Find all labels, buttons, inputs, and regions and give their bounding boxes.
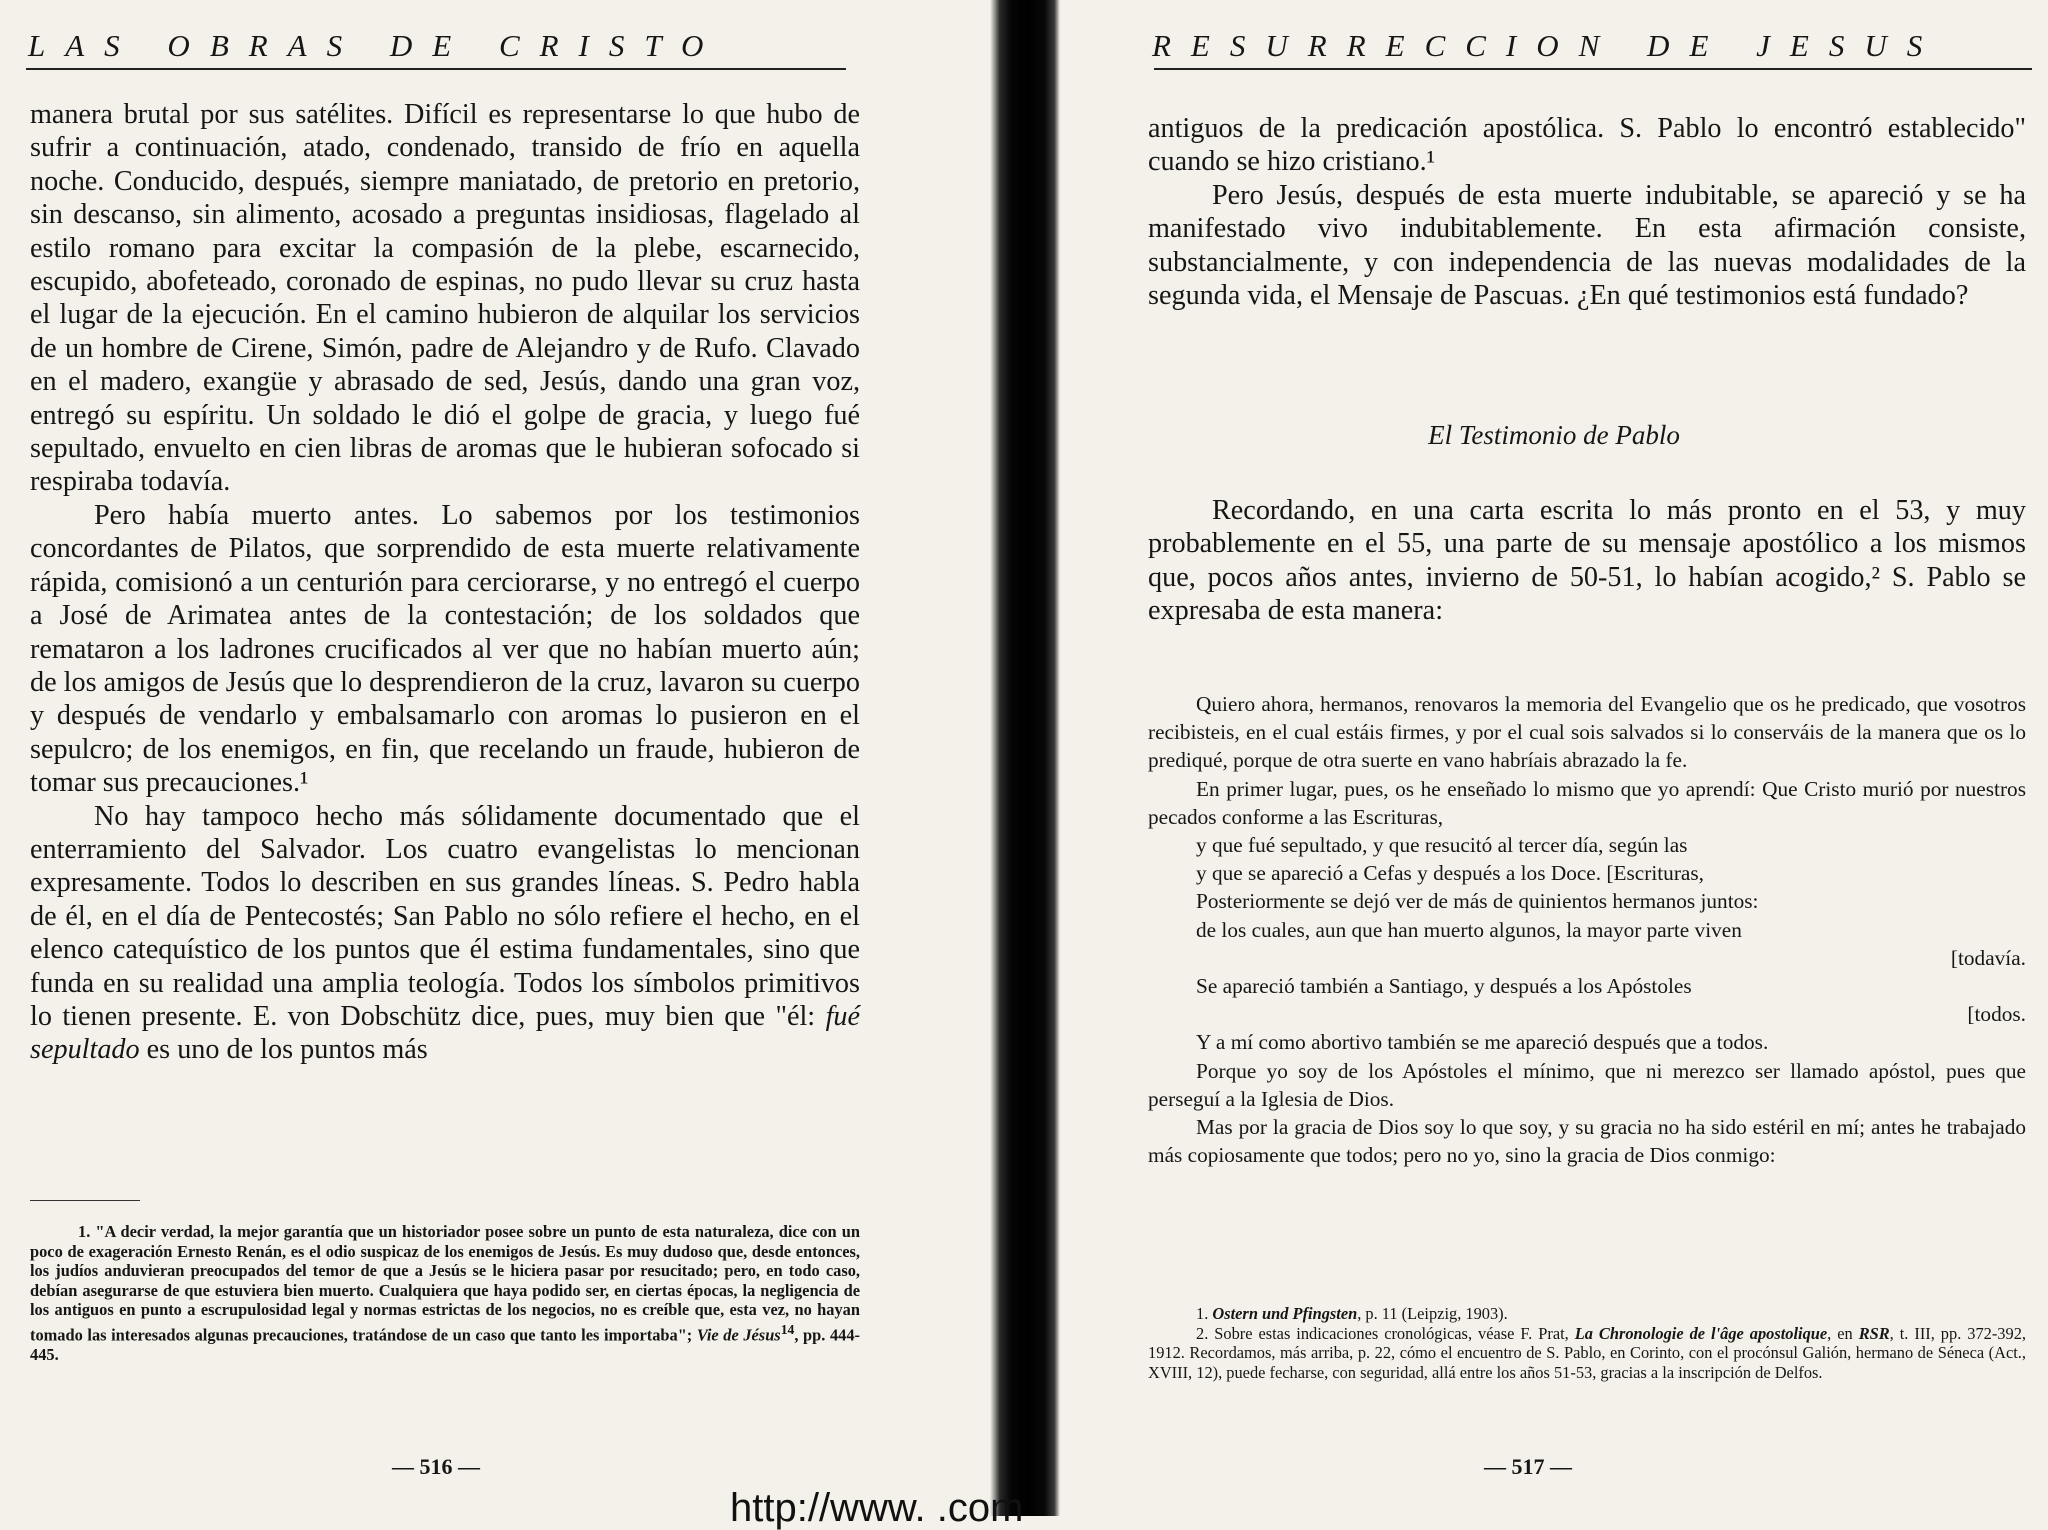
quote-line: Y a mí como abortivo también se me apareció después que a todos. [1196,1030,1769,1055]
left-page [0,0,990,1516]
right-top-text [1148,112,2026,312]
left-paragraph-3-tail: es uno de los puntos más [139,1034,428,1066]
right-paragraph-3: Recordando, en una carta escrita lo más pronto en el 53, y muy probablemente en el 55, una parte de su mensaje apostólico a los mismos que, pocos años antes, invierno de 50-51, lo habían acogido,² S. Pablo se expresaba de esta manera: [1148,495,2026,627]
right-footnote-2-a: 2. Sobre estas indicaciones cronológicas, véase F. Prat, [1196,1323,1575,1343]
left-footnotes [30,1222,860,1365]
quote-line: de los cuales, aun que han muerto algunos, la mayor parte viven [1196,917,1742,942]
quote-line: En primer lugar, pues, os he enseñado lo mismo que yo aprendí: Que Cristo murió por nuestros pecados conforme a las Escrituras, [1148,776,2026,829]
right-footnote-2-work: La Chronologie de l'âge apostolique [1574,1323,1828,1343]
right-page-number: — 517 — [1484,1454,1572,1479]
watermark-url: http://www. .com [730,1486,1024,1530]
right-footnote-1-rest: , p. 11 (Leipzig, 1903). [1357,1304,1508,1323]
left-paragraph-2: Pero había muerto antes. Lo sabemos por los testimonios concordantes de Pilatos, que sorprendido de esta muerte relativamente rápida, comisionó a un centurión para cerciorarse, y no entregó el cuerpo a José de Arimatea antes de la contestación; de los soldados que remataron a los ladrones crucificados al ver que no habían muerto aún; de los amigos de Jesús que lo desprendieron de la cruz, lavaron su cuerpo y después de vendarlo y embalsamarlo con aromas lo pusieron en el sepulcro; de los enemigos, en fin, que recelando un fraude, hubieron de tomar sus precauciones.¹ [30,499,860,799]
left-footnote-1 [30,1222,860,1365]
left-body-text [30,98,860,1067]
right-footnote-2 [1148,1324,2026,1383]
left-paragraph-3-emphasis: fué sepultado [30,1000,860,1066]
right-head-rule [1154,68,2032,70]
quote-line: [todavía. [1950,945,2026,970]
left-paragraph-1: manera brutal por sus satélites. Difícil es representarse lo que hubo de sufrir a continuación, atado, condenado, transido de frío en aquella noche. Conducido, después, siempre maniatado, de pretorio en pretorio, sin descanso, sin alimento, acosado a preguntas insidiosas, flagelado al estilo romano para excitar la compasión de la plebe, escarnecido, escupido, abofeteado, coronado de espinas, no pudo llevar su cruz hasta el lugar de la ejecución. En el camino hubieron de alquilar los servicios de un hombre de Cirene, Simón, padre de Alejandro y de Rufo. Clavado en el madero, exangüe y abrasado de sed, Jesús, dando una gran voz, entregó su espíritu. Un soldado le dió el golpe de gracia, y luego fué sepultado, envuelto en cien libras de aromas que le hubieran sofocado si respiraba todavía. [30,99,860,498]
quote-line: y que se apareció a Cefas y después a los Doce. [Escrituras, [1196,861,1704,886]
left-paragraph-3-text: No hay tampoco hecho más sólidamente documentado que el enterramiento del Salvador. Los cuatro evangelistas lo mencionan expresamente. Todos lo describen en sus grandes líneas. S. Pedro habla de él, en el día de Pentecostés; San Pablo no sólo refiere el hecho, en el elenco catequístico de los puntos que él estima fundamentales, sino que funda en su realidad una amplia teología. Todos los símbolos primitivos lo tienen presente. E. von Dobschütz dice, pues, muy bien que "él: [30,800,860,1032]
quote-line: [todos. [1967,1002,2026,1027]
left-footnote-1-text: 1. "A decir verdad, la mejor garantía que un historiador posee sobre un punto de esta naturaleza, dice con un poco de exageración Ernesto Renán, es el odio suspicaz de los enemigos de Jesús. Es muy dudoso que, desde entonces, los judíos anduvieran preocupados del temor de que a Jesús se le hiciera pasar por resucitado; pero, en todo caso, debían asegurarse de que estuviera bien muerto. Cualquiera que haya podido ser, en ciertas épocas, la negligencia de los antiguos en punto a escrupulosidad legal y normas estrictas de los negocios, no es creíble que, esta vez, no hayan tomado las interesados algunas precauciones, tratándose de un caso que tanto les importaba"; [30,1222,860,1345]
quote-line: Mas por la gracia de Dios soy lo que soy, y su gracia no ha sido estéril en mí; antes he trabajado más copiosamente que todos; pero no yo, sino la gracia de Dios conmigo: [1148,1115,2026,1168]
left-running-head: LAS OBRAS DE CRISTO [28,28,724,63]
right-footnote-1: 1. Ostern und Pfingsten, p. 11 (Leipzig, 1903). [1196,1304,1508,1323]
left-footnote-1-edition: 14 [780,1321,795,1337]
right-paragraph-1: antiguos de la predicación apostólica. S. Pablo lo encontró establecido" cuando se hizo cristiano.¹ [1148,113,2026,178]
scripture-quote [1148,690,2026,1169]
right-paragraph-2: Pero Jesús, después de esta muerte indubitable, se apareció y se ha manifestado vivo indubitablemente. En esta afirmación consiste, substancialmente, y con independencia de las nuevas modalidades de la segunda vida, el Mensaje de Pascuas. ¿En qué testimonios está fundado? [1148,179,2026,312]
left-page-number: — 516 — [392,1454,480,1479]
left-footnote-1-work: Vie de Jésus [696,1325,781,1345]
right-intro-text [1148,494,2026,628]
section-title: El Testimonio de Pablo [1428,420,1680,450]
left-head-rule [26,68,846,70]
right-footnote-2-b: , en [1827,1323,1859,1343]
right-page [1060,0,2048,1516]
quote-line: Porque yo soy de los Apóstoles el mínimo, que ni merezco ser llamado apóstol, pues que perseguí a la Iglesia de Dios. [1148,1058,2026,1111]
right-running-head: RESURRECCION DE JESUS [1152,28,1943,63]
quote-line: Quiero ahora, hermanos, renovaros la memoria del Evangelio que os he predicado, que vosotros recibisteis, en el cual estáis firmes, y por el cual sois salvados si lo conserváis de la manera que os lo prediqué, porque de otra suerte en vano habríais abrazado la fe. [1148,692,2026,773]
left-footnote-rule [30,1200,140,1201]
right-footnote-1-title: Ostern und Pfingsten [1212,1304,1358,1323]
right-footnotes [1148,1304,2026,1382]
quote-line: Se apareció también a Santiago, y después a los Apóstoles [1196,974,1692,999]
book-gutter-shadow [990,0,1060,1516]
right-footnote-2-journal: RSR [1858,1323,1890,1343]
left-footnote-1-pages: , pp. 444-445. [30,1325,860,1365]
quote-line: y que fué sepultado, y que resucitó al tercer día, según las [1196,833,1688,858]
quote-line: Posteriormente se dejó ver de más de quinientos hermanos juntos: [1196,889,1759,914]
right-footnote-2-c: , t. III, pp. 372-392, 1912. Recordamos, más arriba, p. 22, cómo el encuentro de S. Pablo, en Corinto, con el procónsul Galión, hermano de Séneca (Act., XVIII, 12), puede fecharse, con seguridad, allá entre los años 51-53, gracias a la inscripción de Delfos. [1148,1323,2026,1382]
left-paragraph-3 [30,800,860,1067]
